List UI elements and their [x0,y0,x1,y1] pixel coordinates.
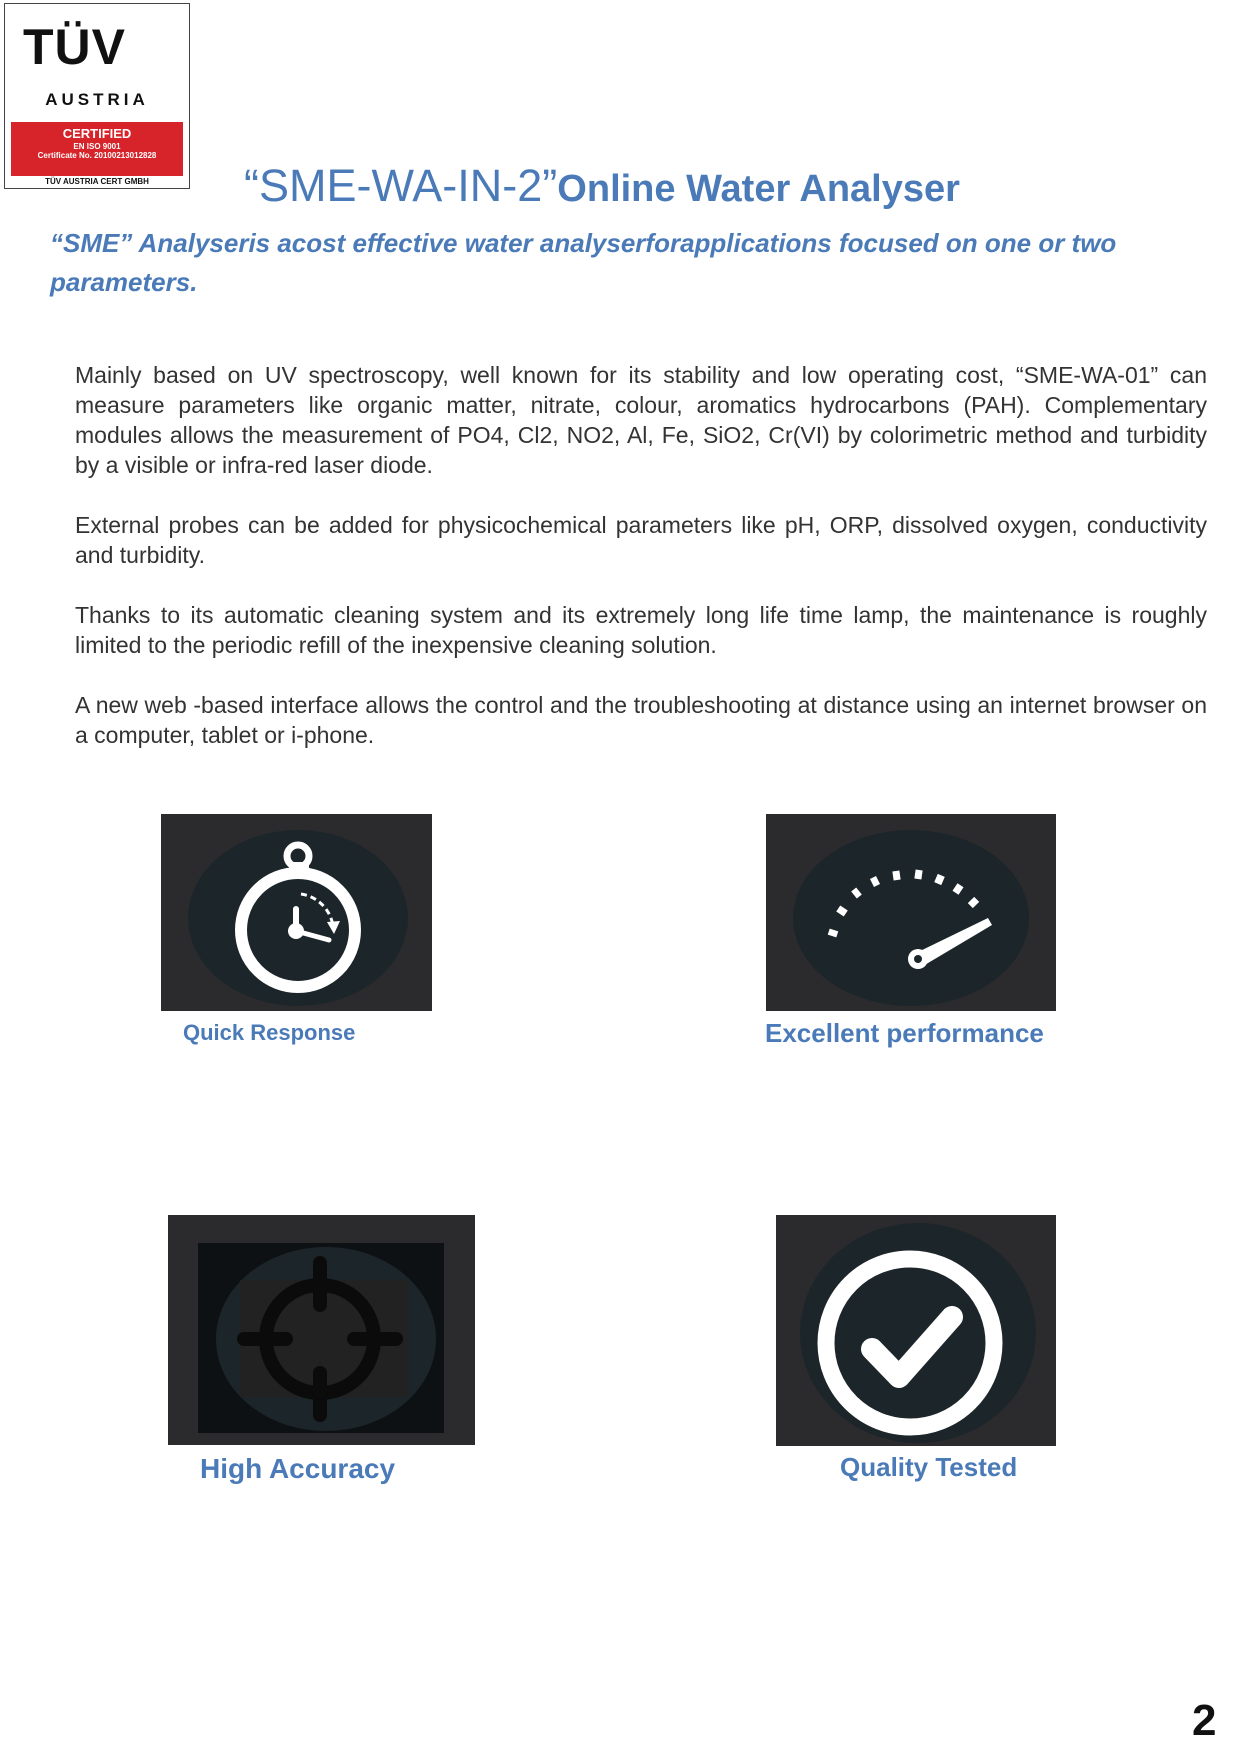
paragraph: Thanks to its automatic cleaning system and its extremely long life time lamp, the maintenance is roughly limited to the periodic refill of the inexpensive cleaning solution. [75,602,1207,658]
logo-issuer: TÜV AUSTRIA CERT GMBH [45,177,149,186]
page-number: 2 [1192,1696,1217,1745]
feature-label: Quick Response [183,1020,356,1045]
feature-label: Excellent performance [765,1018,1044,1048]
product-name: Online Water Analyser [557,168,960,210]
description-body [75,360,1207,780]
logo-standard: EN ISO 9001 [73,142,121,151]
speedometer-icon [766,814,1056,1011]
feature-tile-quick-response [161,814,432,1011]
page-title [244,160,960,212]
paragraph: Mainly based on UV spectroscopy, well known for its stability and low operating cost, “SME-WA-01” can measure parameters like organic matter, nitrate, colour, aromatics hydrocarbons (PAH). Complementary modules allows the measurement of PO4, Cl2, NO2, Al, Fe, SiO2, Cr(VI) by colorimetric method and turbidity by a visible or infra-red laser diode. [75,362,1207,478]
feature-label: High Accuracy [200,1453,396,1484]
logo-country: AUSTRIA [45,90,149,109]
logo-certified-text: CERTIFIED [62,126,132,141]
paragraph: A new web -based interface allows the control and the troubleshooting at distance using an internet browser on a computer, tablet or i-phone. [75,692,1207,748]
feature-label: Quality Tested [840,1452,1018,1482]
logo-certified-box [11,122,183,176]
logo-brand: TÜV [23,19,126,75]
feature-tile-quality-tested [776,1215,1056,1446]
product-code: “SME-WA-IN-2” [244,160,558,211]
feature-tile-excellent-performance [766,814,1056,1011]
tuv-austria-logo [4,3,190,189]
checkmark-icon [776,1215,1056,1446]
paragraph: External probes can be added for physicochemical parameters like pH, ORP, dissolved oxygen, conductivity and turbidity. [75,512,1207,568]
crosshair-icon [168,1215,475,1445]
stopwatch-icon [161,814,432,1011]
page-subtitle: “SME” Analyseris acost effective water analyserforapplications focused on one or two parameters. [50,228,1117,297]
logo-certificate-number: Certificate No. 20100213012828 [37,151,157,160]
feature-tile-high-accuracy [168,1215,475,1445]
